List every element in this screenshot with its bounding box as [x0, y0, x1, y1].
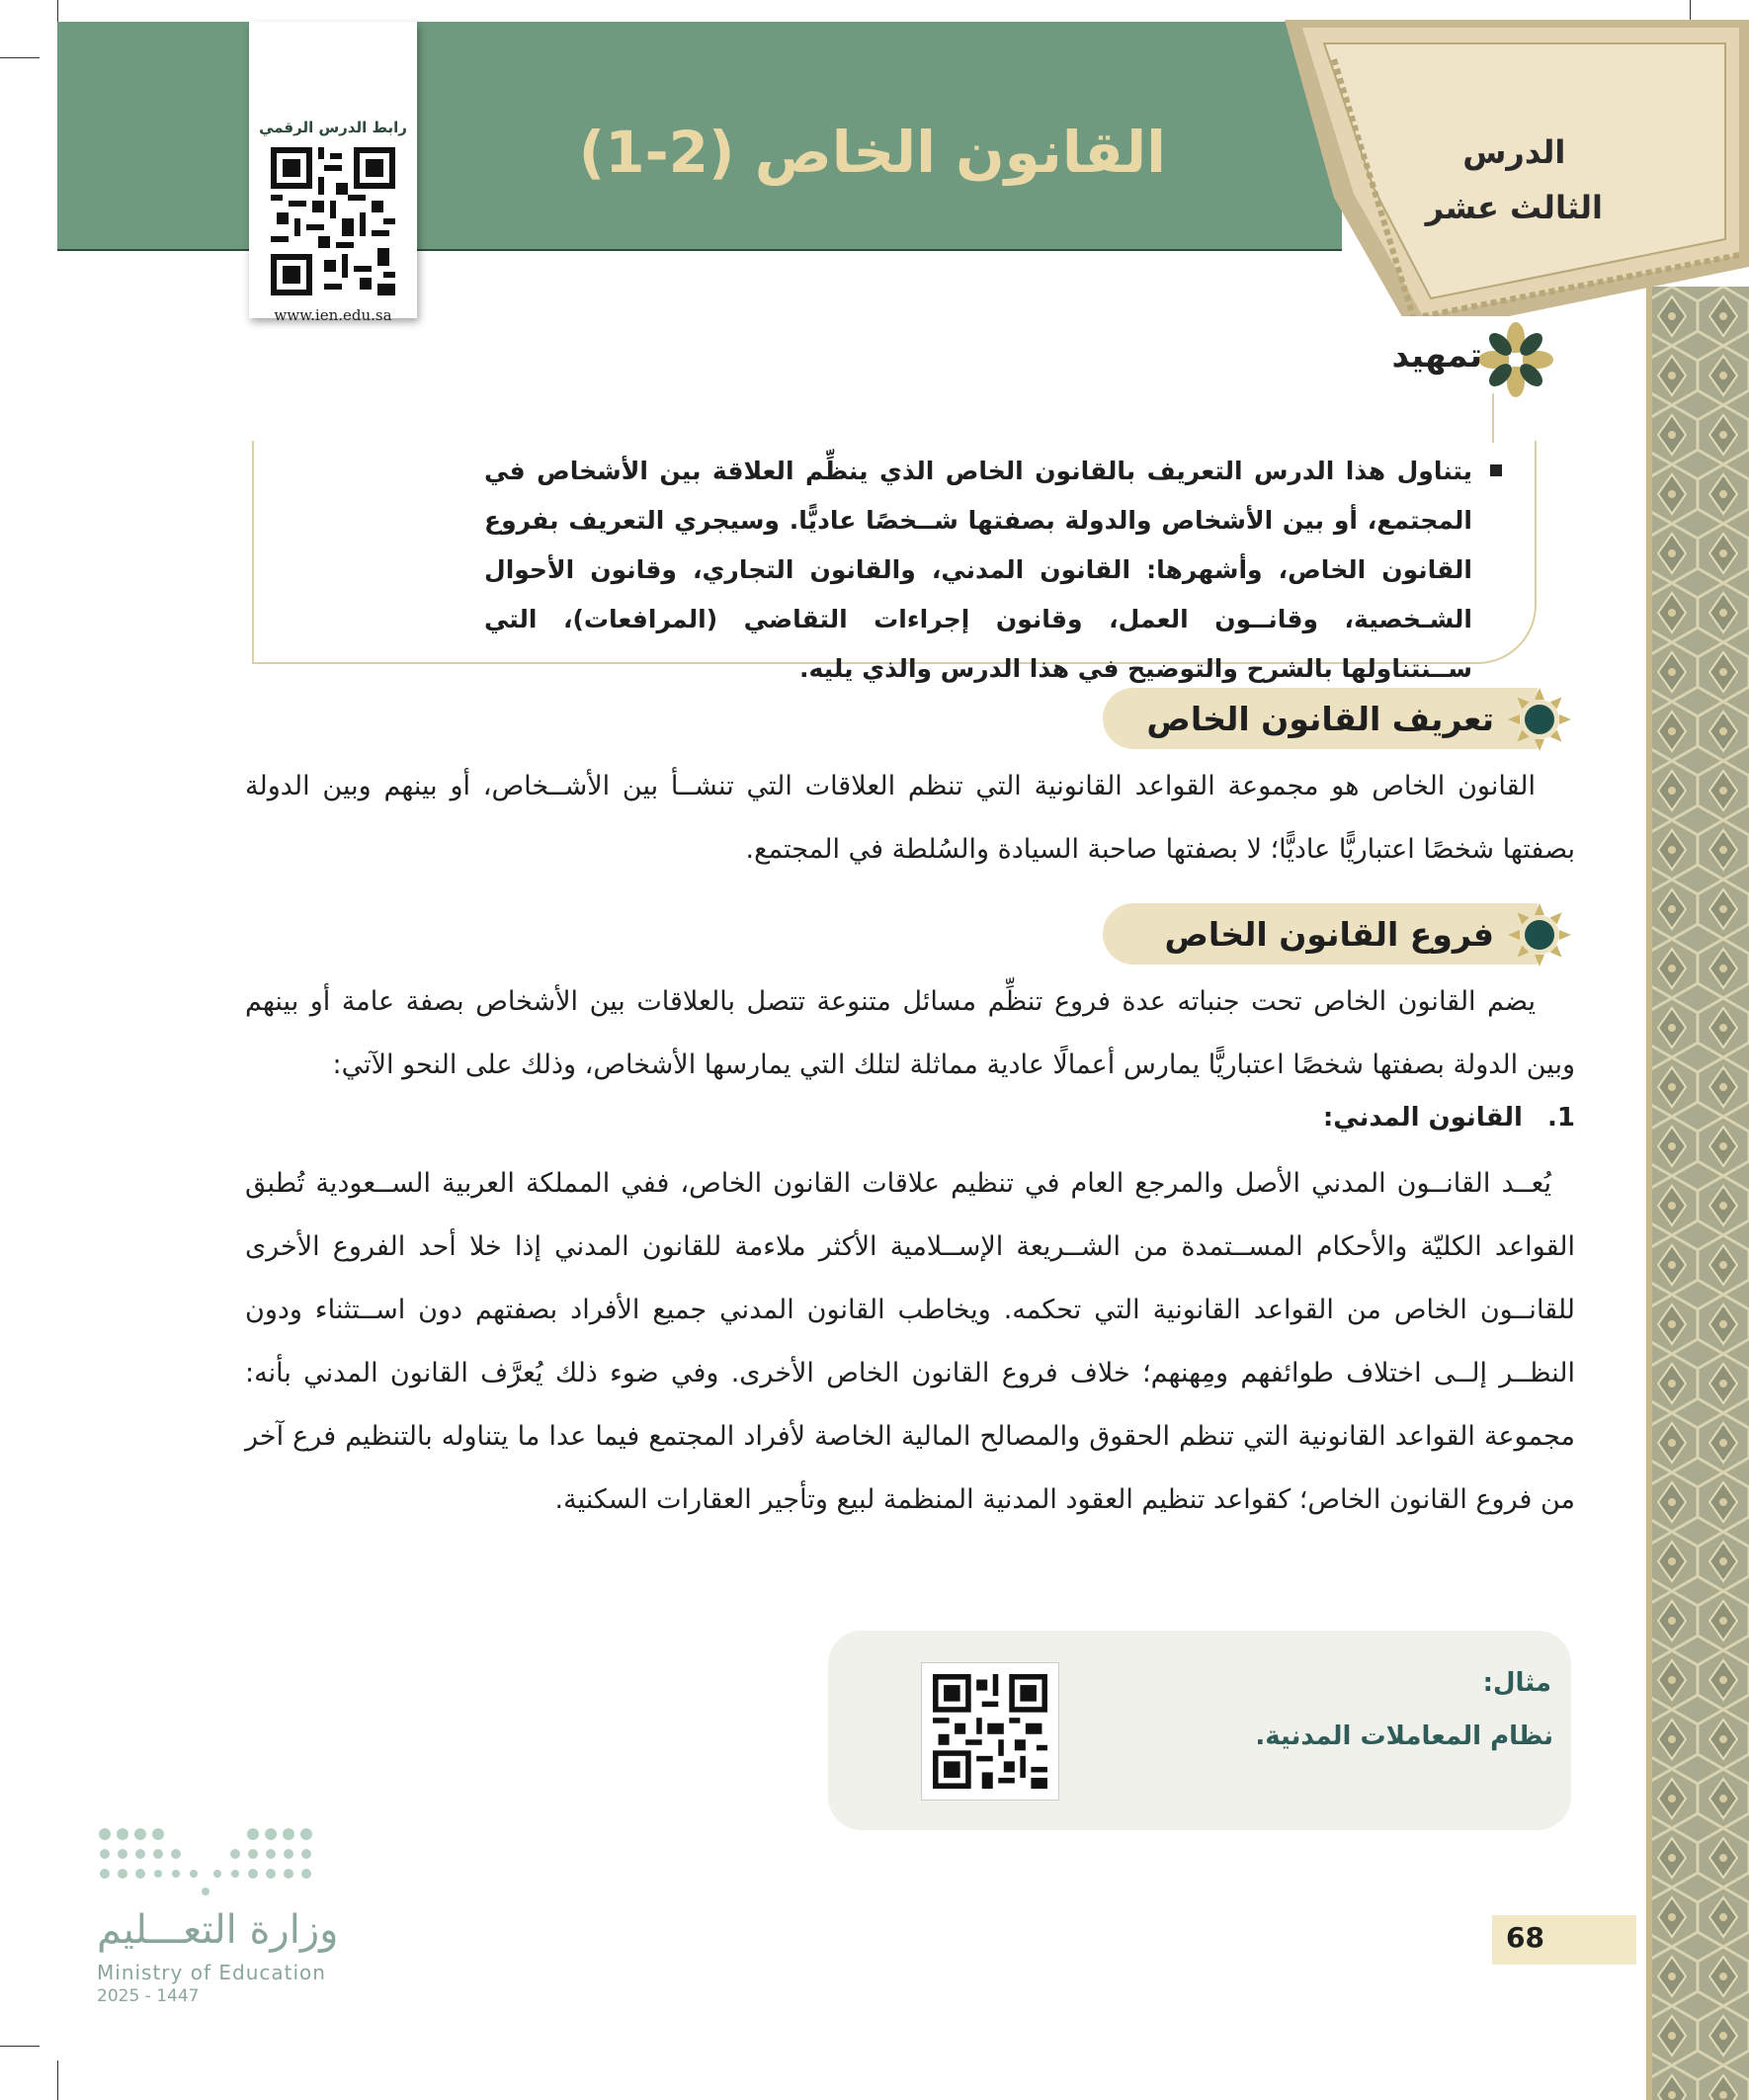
branches-heading: فروع القانون الخاص — [1164, 915, 1494, 954]
bullet-square-icon — [1490, 464, 1502, 476]
page-number: 68 — [1506, 1921, 1544, 1954]
example-text: نظام المعاملات المدنية. — [1255, 1722, 1553, 1751]
civil-law-heading — [1323, 1103, 1575, 1133]
intro-heading: تمهيد — [1391, 336, 1482, 376]
ministry-logo-icon — [95, 1824, 322, 1903]
intro-connector-line — [1492, 393, 1494, 443]
lesson-ordinal: الثالث عشر — [1425, 189, 1603, 226]
lesson-title: القانون الخاص (2-1) — [578, 119, 1166, 186]
qr-url[interactable]: www.ien.edu.sa — [274, 306, 392, 324]
branches-text: يضم القانون الخاص تحت جنباته عدة فروع تنظِّم مسائل متنوعة تتصل بالعلاقات بين الأشخاص بصفة عامة أو بينهم وبين الدولة بصفتها شخصًا اعتباريًّا يمارس أعمالًا عادية مماثلة لتلك التي يمارسها الأشخاص، وذلك على النحو الآتي: — [245, 986, 1575, 1080]
lesson-number — [1426, 125, 1603, 235]
definition-text: القانون الخاص هو مجموعة القواعد القانونية التي تنظم العلاقات التي تنشــأ بين الأشــخاص، أو بينهم وبين الدولة بصفتها شخصًا اعتباريًّا عاديًّا؛ لا بصفتها صاحبة السيادة والسُلطة في المجتمع. — [245, 771, 1575, 865]
crop-mark — [0, 57, 40, 58]
side-ornament-pattern — [1646, 287, 1749, 2100]
lesson-label: الدرس — [1462, 133, 1566, 171]
civil-law-text: يُعــد القانــون المدني الأصل والمرجع العام في تنظيم علاقات القانون الخاص، ففي المملكة العربية الســعودية تُطبق القواعد الكليّة والأحكام المســتمدة من الشــريعة الإســلامية الأكثر ملاءمة للقانون المدني إذا خلا أحد الفروع الأخرى للقانــون الخاص من القواعد القانونية التي تحكمه. ويخاطب القانون المدني جميع الأفراد بصفتهم دون اســتثناء ودون النظــر إلــى اختلاف طوائفهم ومِهنهم؛ خلاف فروع القانون الخاص الأخرى. وفي ضوء ذلك يُعرَّف القانون المدني بأنه: مجموعة القواعد القانونية التي تنظم الحقوق والمصالح المالية الخاصة لأفراد المجتمع فيما عدا ما يتناوله بالتنظيم فرع آخر من فروع القانون الخاص؛ كقواعد تنظيم العقود المدنية المنظمة لبيع وتأجير العقارات السكنية. — [245, 1168, 1575, 1515]
example-label: مثال: — [1482, 1668, 1551, 1698]
ministry-name-en: Ministry of Education — [97, 1961, 326, 1984]
crop-mark — [0, 2046, 40, 2047]
ministry-name-ar: وزارة التعـــليم — [97, 1907, 339, 1953]
ministry-year: 2025 - 1447 — [97, 1986, 200, 2006]
definition-sun-icon — [1506, 686, 1573, 753]
digital-lesson-qr-card[interactable] — [249, 22, 417, 324]
intro-text: يتناول هذا الدرس التعريف بالقانون الخاص الذي ينظِّم العلاقة بين الأشخاص في المجتمع، أو بين الأشخاص والدولة بصفتها شــخصًا عاديًّا. وسيجري التعريف بفروع القانون الخاص، وأشهرها: القانون المدني، والقانون التجاري، وقانون الأحوال الشـخصية، وقانــون العمل، وقانون إجراءات التقاضي (المرافعات)، التي ســنتناولها بالشرح والتوضيح في هذا الدرس والذي يليه. — [484, 457, 1472, 683]
item-number: 1. — [1547, 1103, 1575, 1133]
item-title: القانون المدني: — [1322, 1103, 1523, 1133]
qr-code-icon[interactable] — [271, 146, 395, 296]
branches-sun-icon — [1506, 901, 1573, 968]
qr-caption: رابط الدرس الرقمي — [259, 119, 407, 136]
crop-mark — [57, 2060, 58, 2100]
definition-heading: تعريف القانون الخاص — [1146, 700, 1494, 738]
example-qr-code-icon[interactable] — [921, 1662, 1059, 1801]
